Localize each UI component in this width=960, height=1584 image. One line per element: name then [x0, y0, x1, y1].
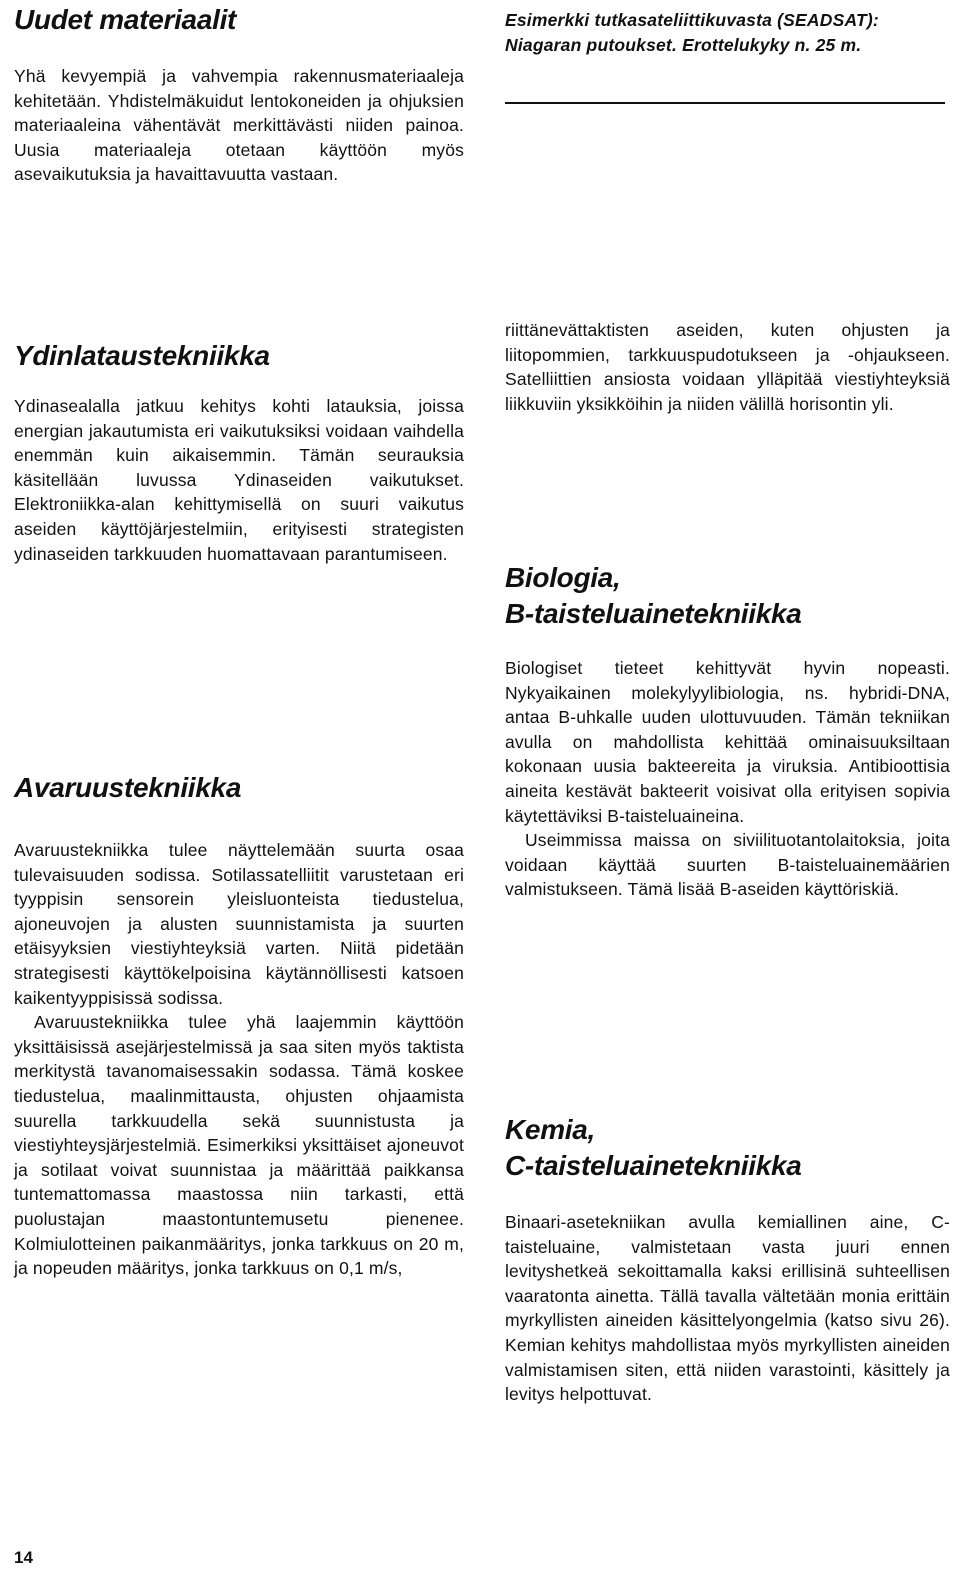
- section-heading-line-1: Kemia,: [505, 1114, 596, 1145]
- section-body: Ydinasealalla jatkuu kehitys kohti latauksia, joissa energian jakautumista eri vaikutuksiksi voidaan vaihdella enemmän kuin aikaisemmin. Tämän seurauksia käsitellään luvussa Ydinaseiden vaikutukset. Elektroniikka-alan kehittymisellä on suuri vaikutus aseiden käyttöjärjestelmiin, erityisesti strategisten ydinaseiden tarkkuuden huomattavaan parantumiseen.: [14, 396, 464, 564]
- section-body: Binaari-asetekniikan avulla kemiallinen aine, C-taisteluaine, valmistetaan vasta juuri ennen levityshetkeä sekoittamalla kaksi erillisinä suhteellisen vaaratonta ainetta. Tällä tavalla vältetään monia erittäin myrkyllisten aineiden käsittelyongelmia (katso sivu 26). Kemian kehitys mahdollistaa myös myrkyllisten aineiden valmistamisen siten, että niiden varastointi, käsittely ja levitys helpottuvat.: [505, 1212, 950, 1405]
- section-paragraph: Avaruustekniikka tulee näyttelemään suurta osaa tulevaisuuden sodissa. Sotilassatelliitit varustetaan eri tyyppisin sensorein yleisluonteista tiedustelua, ajoneuvojen ja alusten suunnistamista ja suurten etäisyyksien viestiyhteyksiä varten. Niitä pidetään strategisesti käyttökelpoisina käytännöllisesti katsoen kaikentyyppisissä sodissa.: [14, 840, 464, 1008]
- continued-paragraph: riittänevättaktisten aseiden, kuten ohjusten ja liitopommien, tarkkuuspudotukseen ja -ohjaukseen. Satelliittien ansiosta voidaan ylläpitää viestiyhteyksiä liikkuviin yksikköihin ja niiden välillä horisontin yli.: [505, 320, 950, 414]
- section-heading: Uudet materiaalit: [14, 4, 237, 35]
- section-heading: Ydinlataustekniikka: [14, 340, 270, 371]
- section-heading-line-1: Biologia,: [505, 562, 621, 593]
- section-uudet-materiaalit: [14, 2, 464, 187]
- section-heading-line-2: C-taisteluainetekniikka: [505, 1150, 802, 1181]
- section-paragraph: Biologiset tieteet kehittyvät hyvin nopeasti. Nykyaikainen molekylyylibiologia, ns. hybridi-DNA, antaa B-uhkalle uuden ulottuvuuden. Tämän tekniikan avulla on mahdollista kehittää ominaisuuksiltaan kokonaan uusia bakteereita ja viruksia. Antibioottisia aineita kestävät bakteerit voisivat olla erityisen sopivia käytettäviksi B-taisteluaineina.: [505, 658, 950, 826]
- section-heading-line-2: B-taisteluainetekniikka: [505, 598, 802, 629]
- page-number: 14: [14, 1548, 33, 1567]
- section-body: Yhä kevyempiä ja vahvempia rakennusmateriaaleja kehitetään. Yhdistelmäkuidut lentokoneiden ja ohjuksien materiaaleina vähentävät merkittävästi niiden painoa. Uusia materiaaleja otetaan käyttöön myös asevaikutuksia ja havaittavuutta vastaan.: [14, 66, 464, 185]
- image-caption: Esimerkki tutkasateliittikuvasta (SEADSAT): Niagaran putoukset. Erottelukyky n. 25 m.: [505, 10, 879, 55]
- section-biologia: [505, 560, 950, 902]
- section-ydinlataustekniikka: [14, 338, 464, 566]
- section-avaruustekniikka: [14, 770, 464, 1281]
- section-paragraph: Avaruustekniikka tulee yhä laajemmin käyttöön yksittäisissä asejärjestelmissä ja saa siten myös taktista merkitystä tavanomaisessakin sodassa. Tämä koskee tiedustelua, maalinmittausta, ohjusten ohjaamista suurella tarkkuudella sekä suunnistusta ja viestiyhteysjärjestelmiä. Esimerkiksi yksittäiset ajoneuvot ja sotilaat voivat suunnistaa ja määrittää paikkansa tuntemattomassa maastossa niin tarkasti, että puolustajan maastontuntemusetu pienenee. Kolmiulotteinen paikanmääritys, jonka tarkkuus on 20 m, ja nopeuden määritys, jonka tarkkuus on 0,1 m/s,: [14, 1012, 464, 1279]
- section-paragraph: Useimmissa maissa on siviilituotantolaitoksia, joita voidaan käyttää suurten B-taisteluainemäärien valmistukseen. Tämä lisää B-aseiden käyttöriskiä.: [505, 830, 950, 900]
- section-kemia: [505, 1112, 950, 1407]
- caption-divider: [505, 102, 945, 104]
- section-heading: Avaruustekniikka: [14, 772, 242, 803]
